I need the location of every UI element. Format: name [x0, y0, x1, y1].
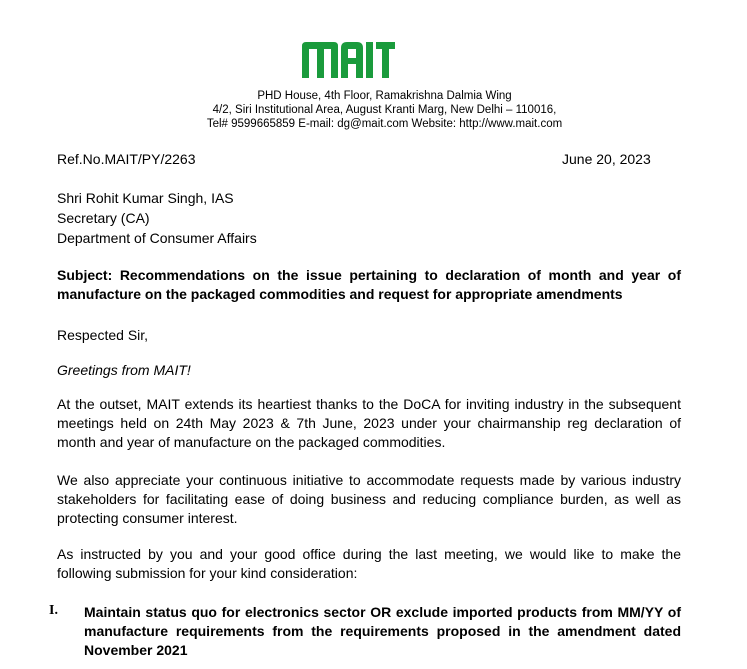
- letter-date: June 20, 2023: [562, 151, 651, 167]
- subject-line: Subject: Recommendations on the issue pertaining to declaration of month and year of manufacture on the packaged commodities and request for appropriate amendments: [57, 267, 681, 302]
- recipient-name: Shri Rohit Kumar Singh, IAS: [57, 190, 234, 206]
- recipient-title: Secretary (CA): [57, 210, 150, 226]
- paragraph-3: As instructed by you and your good office during the last meeting, we would like to make the following submission for your kind consideration:: [57, 546, 681, 581]
- section-number: I.: [49, 603, 58, 618]
- paragraph-1: At the outset, MAIT extends its heartiest thanks to the DoCA for inviting industry in the subsequent meetings held on 24th May 2023 & 7th June, 2023 under your chairmanship reg declaration of month and year of manufacture on the packaged commodities.: [57, 396, 681, 450]
- paragraph-2: We also appreciate your continuous initiative to accommodate requests made by various industry stakeholders for facilitating ease of doing business and reducing compliance burden, as well as protecting consumer interest.: [57, 472, 681, 526]
- recipient-department: Department of Consumer Affairs: [57, 230, 257, 246]
- address-line-3: Tel# 9599665859 E-mail: dg@mait.com Website: http://www.mait.com: [206, 118, 563, 130]
- mait-logo: [300, 38, 396, 80]
- address-line-1: PHD House, 4th Floor, Ramakrishna Dalmia Wing: [257, 90, 512, 102]
- greeting: Greetings from MAIT!: [57, 362, 191, 378]
- reference-number: Ref.No.MAIT/PY/2263: [57, 151, 196, 167]
- address-line-2: 4/2, Siri Institutional Area, August Kranti Marg, New Delhi – 110016,: [212, 104, 557, 116]
- section-heading: Maintain status quo for electronics sector OR exclude imported products from MM/YY of manufacture requirements from the requirements proposed in the amendment dated November 2021: [84, 604, 681, 658]
- salutation: Respected Sir,: [57, 327, 149, 343]
